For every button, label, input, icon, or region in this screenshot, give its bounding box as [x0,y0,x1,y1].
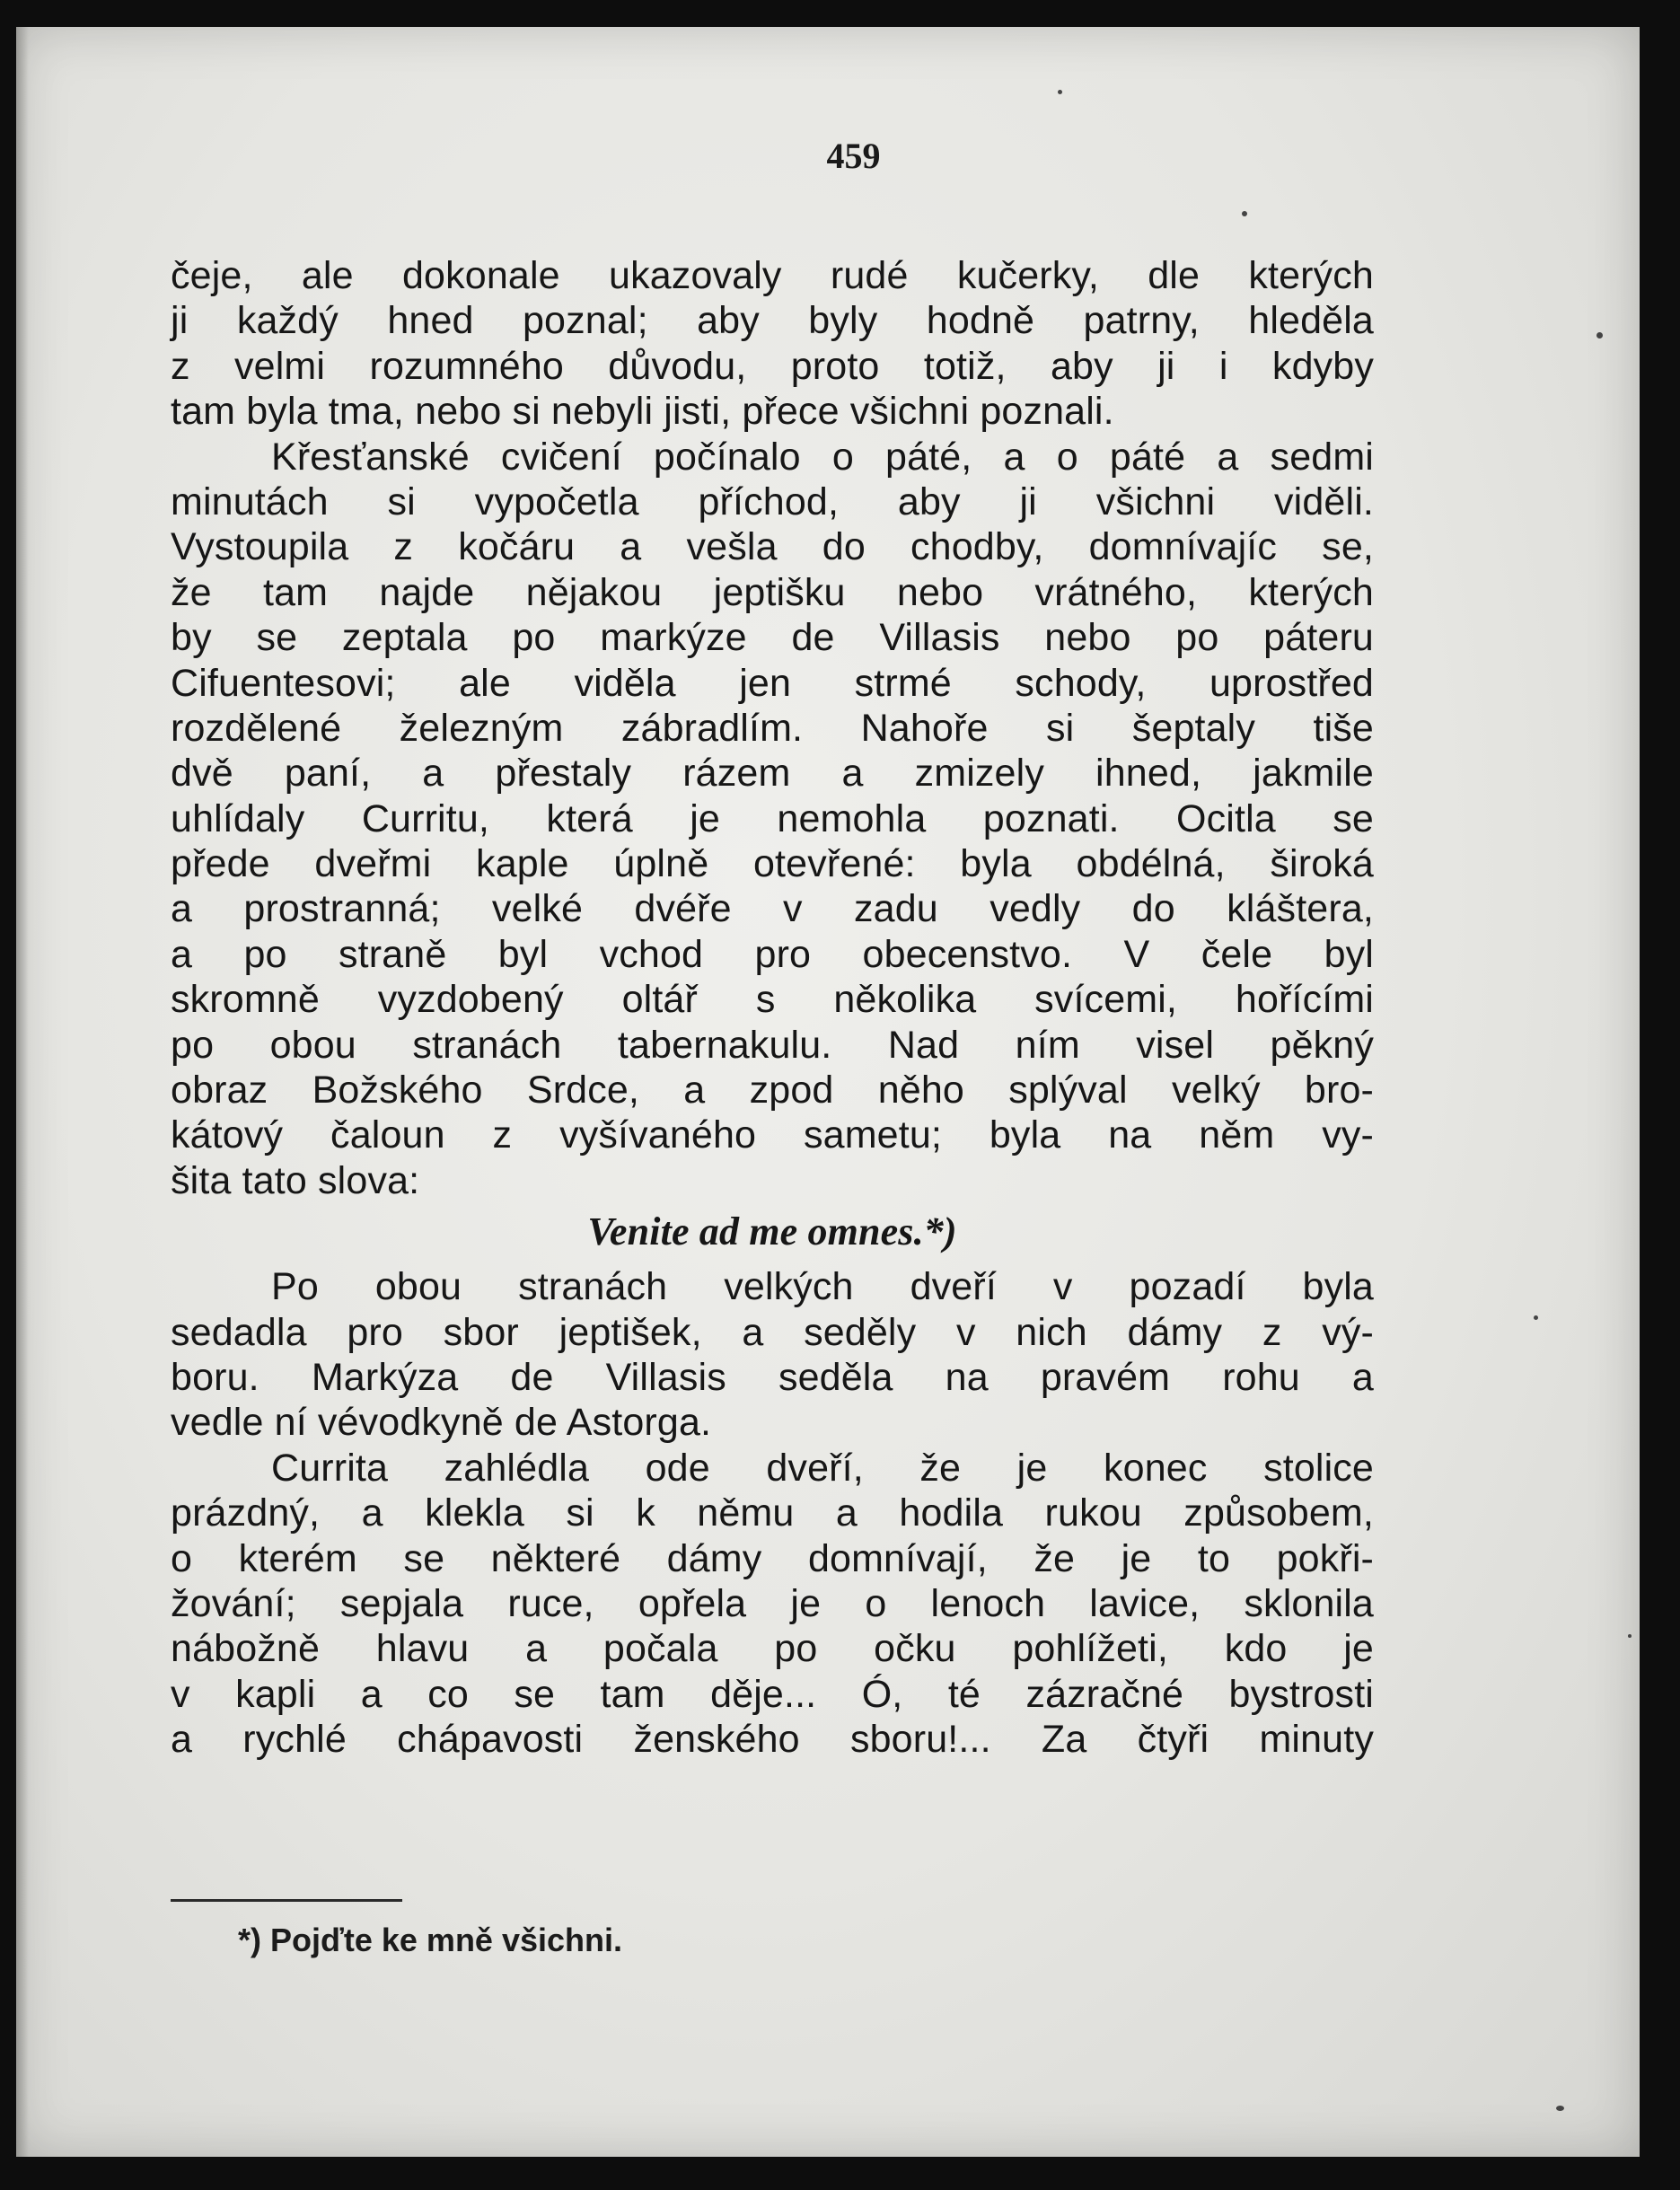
text-line: Cifuentesovi; ale viděla jen strmé schody, uprostřed [171,661,1374,705]
text-line: přede dveřmi kaple úplně otevřené: byla obdélná, široká [171,842,1374,886]
text-line: kátový čaloun z vyšívaného sametu; byla na něm vy- [171,1113,1374,1157]
text-line: a po straně byl vchod pro obecenstvo. V čele byl [171,932,1374,976]
text-line: by se zeptala po markýze de Villasis nebo po páteru [171,616,1374,660]
scan-speck [1534,1315,1538,1320]
text-line: uhlídaly Curritu, která je nemohla poznati. Ocitla se [171,796,1374,840]
scan-speck [1556,2106,1564,2111]
text-line: šita tato slova: [171,1158,420,1202]
text-line: Vystoupila z kočáru a vešla do chodby, domnívajíc se, [171,525,1374,569]
footnote-divider [171,1899,402,1902]
text-line: nábožně hlavu a počala po očku pohlížeti, kdo je [171,1627,1374,1671]
text-line: Currita zahlédla ode dveří, že je konec stolice [271,1446,1374,1490]
text-line: minutách si vypočetla příchod, aby ji všichni viděli. [171,479,1374,523]
latin-quote: Venite ad me omnes.*) [587,1209,957,1254]
footnote: *) Pojďte ke mně všichni. [238,1922,623,1958]
text-line: že tam najde nějakou jeptišku nebo vrátného, kterých [171,570,1374,614]
text-line: po obou stranách tabernakulu. Nad ním visel pěkný [171,1023,1374,1067]
text-line: z velmi rozumného důvodu, proto totiž, aby ji i kdyby [171,344,1374,388]
text-line: Po obou stranách velkých dveří v pozadí byla [271,1265,1374,1309]
scan-speck [1628,1634,1632,1638]
scan-speck [1058,90,1062,94]
text-line: žování; sepjala ruce, opřela je o lenoch lavice, sklonila [171,1581,1374,1625]
text-line: v kapli a co se tam děje... Ó, té zázračné bystrosti [171,1672,1374,1716]
text-line: Křesťanské cvičení počínalo o páté, a o páté a sedmi [271,435,1374,479]
text-line: obraz Božského Srdce, a zpod něho splýval velký bro- [171,1069,1374,1113]
text-line: a prostranná; velké dvéře v zadu vedly do kláštera, [171,887,1374,931]
text-line: boru. Markýza de Villasis seděla na pravém rohu a [171,1355,1374,1399]
text-line: tam byla tma, nebo si nebyli jisti, přece všichni poznali. [171,390,1114,434]
body-text [171,253,1374,1763]
text-line: skromně vyzdobený oltář s několika svícemi, hořícími [171,978,1374,1022]
paragraph-3 [171,1446,1374,1763]
page-number: 459 [826,136,881,176]
paragraph-2 [171,1264,1374,1446]
text-line: prázdný, a klekla si k němu a hodila rukou způsobem, [171,1491,1374,1535]
text-line: dvě paní, a přestaly rázem a zmizely ihned, jakmile [171,752,1374,796]
scan-speck [1596,332,1603,339]
text-line: a rychlé chápavosti ženského sboru!... Za čtyři minuty [171,1718,1374,1762]
scan-speck [1242,211,1247,216]
page-binding-shadow [16,27,29,2157]
text-line: vedle ní vévodkyně de Astorga. [171,1401,712,1445]
text-line: čeje, ale dokonale ukazovaly rudé kučerky, dle kterých [171,254,1374,297]
text-line: o kterém se některé dámy domnívají, že je to pokři- [171,1536,1374,1580]
text-line: ji každý hned poznal; aby byly hodně patrny, hleděla [171,299,1374,343]
text-line: rozdělené železným zábradlím. Nahoře si šeptaly tiše [171,706,1374,750]
paragraph-1 [171,253,1374,1203]
text-line: sedadla pro sbor jeptišek, a seděly v nich dámy z vý- [171,1310,1374,1354]
